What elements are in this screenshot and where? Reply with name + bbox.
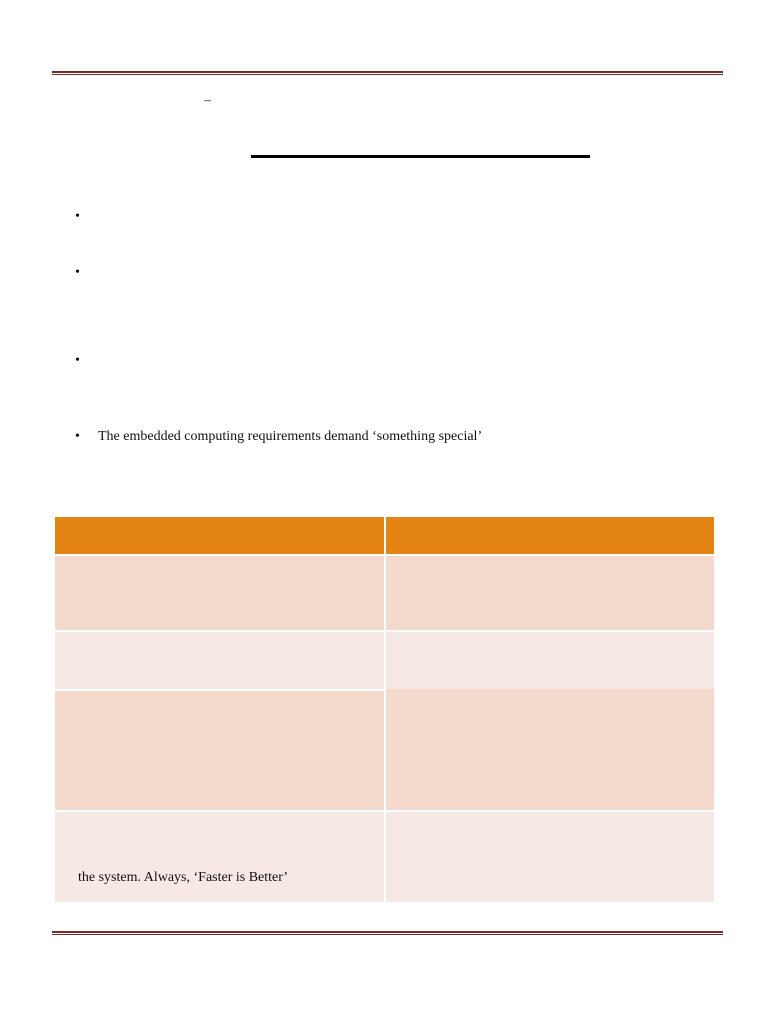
bullet-marker: • — [75, 429, 80, 444]
bullet-marker: • — [75, 265, 80, 280]
bullet-marker: • — [75, 353, 80, 368]
table-cell-text: the system. Always, ‘Faster is Better’ — [78, 870, 289, 885]
table-cell — [386, 812, 714, 902]
table-header-cell — [55, 517, 384, 554]
table-cell — [386, 556, 714, 630]
bullet-marker: • — [75, 209, 80, 224]
table-cell — [55, 812, 384, 902]
table-cell — [55, 632, 384, 689]
table-cell — [55, 556, 384, 630]
title-underline — [251, 155, 590, 158]
top-rule — [52, 71, 723, 75]
table-cell — [386, 632, 714, 689]
table-cell — [55, 691, 384, 810]
header-dash: – — [204, 93, 211, 108]
bottom-rule — [52, 931, 723, 935]
bullet-text: The embedded computing requirements demand ‘something special’ — [98, 429, 483, 444]
table-header-cell — [386, 517, 714, 554]
table-cell — [386, 689, 714, 810]
comparison-table — [55, 517, 714, 902]
